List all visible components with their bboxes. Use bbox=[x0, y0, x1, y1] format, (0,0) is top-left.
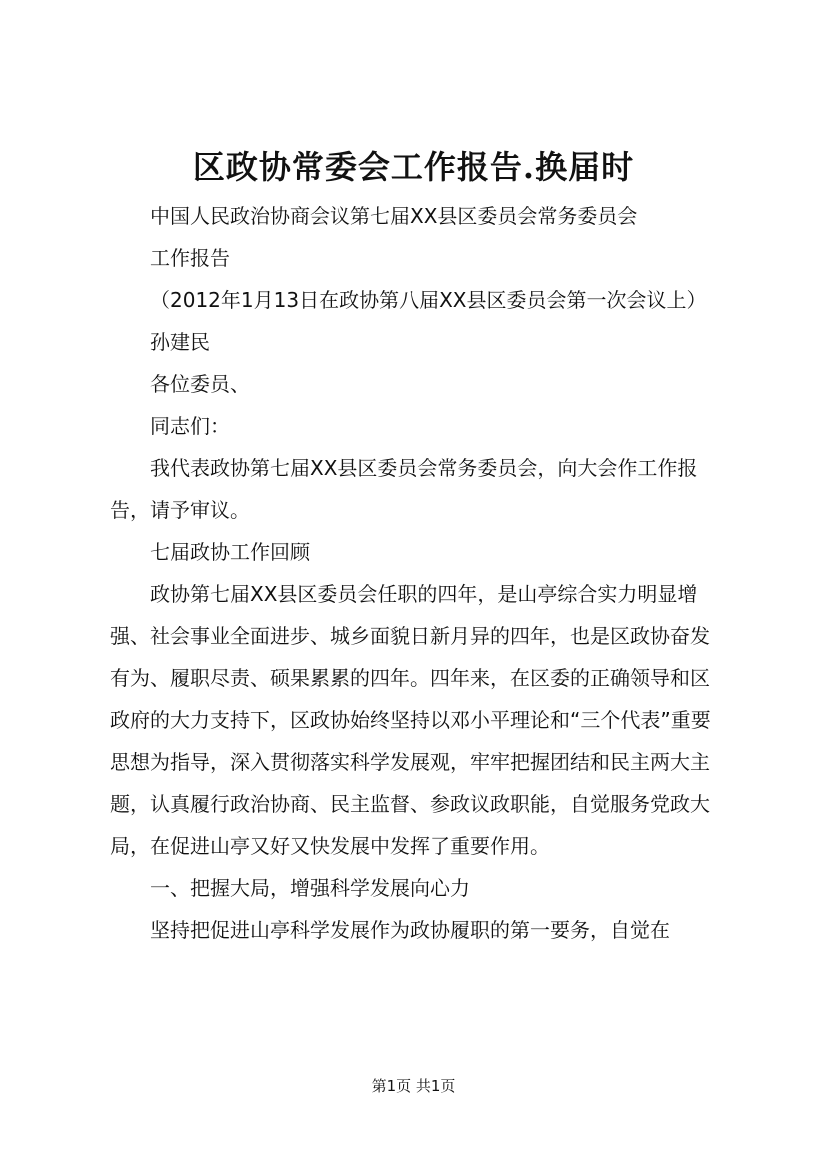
page-footer: 第1页 共1页 bbox=[371, 1077, 456, 1095]
section-heading-review: 七届政协工作回顾 bbox=[150, 540, 310, 564]
paragraph-date-note: （2012年1月13日在政协第八届XX县区委员会第一次会议上） bbox=[150, 288, 707, 312]
paragraph-intro: 我代表政协第七届XX县区委员会常务委员会，向大会作工作报告，请予审议。 bbox=[110, 456, 698, 522]
section-heading-one: 一、把握大局，增强科学发展向心力 bbox=[150, 876, 470, 900]
paragraph-review-body: 政协第七届XX县区委员会任职的四年，是山亭综合实力明显增强、社会事业全面进步、城乡面貌日新月异的四年，也是区政协奋发有为、履职尽责、硕果累累的四年。四年来，在区委的正确领导和区政府的大力支持下，区政协始终坚持以邓小平理论和“三个代表”重要思想为指导，深入贯彻落实科学发展观，牢牢把握团结和民主两大主题，认真履行政治协商、民主监督、参政议政职能，自觉服务党政大局，在促进山亭又好又快发展中发挥了重要作用。 bbox=[110, 582, 711, 858]
paragraph-section-one-body: 坚持把促进山亭科学发展作为政协履职的第一要务，自觉在 bbox=[150, 918, 670, 942]
paragraph-author: 孙建民 bbox=[150, 330, 210, 354]
paragraph-report-label: 工作报告 bbox=[150, 246, 230, 270]
paragraph-salutation-comrades: 同志们： bbox=[150, 414, 230, 438]
document-title: 区政协常委会工作报告.换届时 bbox=[192, 148, 635, 186]
paragraph-salutation-members: 各位委员、 bbox=[150, 372, 250, 396]
paragraph-committee-name: 中国人民政治协商会议第七届XX县区委员会常务委员会 bbox=[150, 204, 638, 228]
document-body bbox=[110, 195, 727, 951]
